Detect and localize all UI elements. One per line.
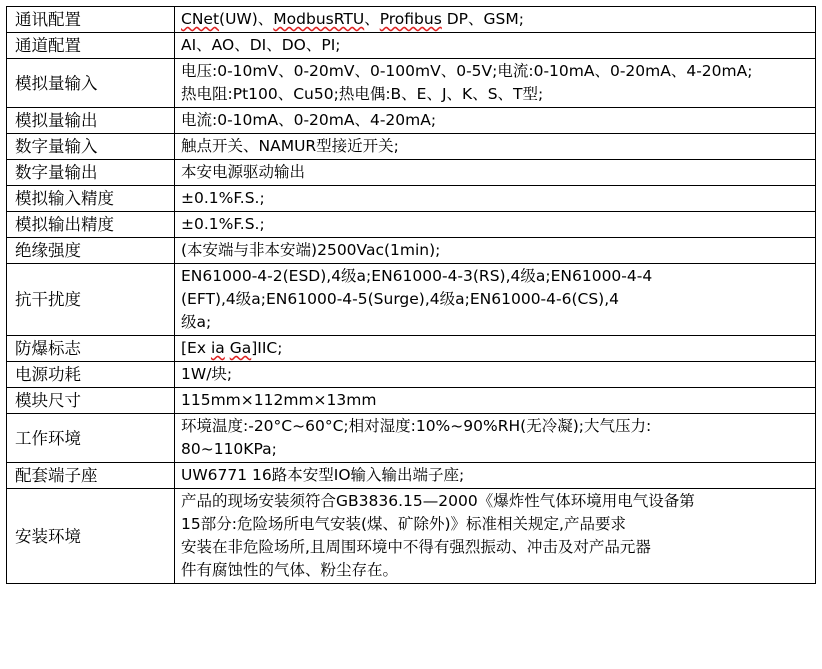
spec-table-body [7, 7, 816, 584]
value-line: (本安端与非本安端)2500Vac(1min); [181, 241, 441, 259]
row-value [175, 134, 816, 160]
row-label: 模拟量输出 [7, 108, 175, 134]
table-row [7, 414, 816, 463]
row-label: 工作环境 [7, 414, 175, 463]
value-line: 件有腐蚀性的气体、粉尘存在。 [181, 561, 399, 579]
table-row [7, 489, 816, 584]
value-line: 安装在非危险场所,且周围环境中不得有强烈振动、冲击及对产品元器 [181, 538, 651, 556]
row-value [175, 33, 816, 59]
table-row [7, 463, 816, 489]
table-row [7, 108, 816, 134]
row-label: 模拟量输入 [7, 59, 175, 108]
table-row [7, 7, 816, 33]
row-label: 模拟输出精度 [7, 212, 175, 238]
row-label: 抗干扰度 [7, 264, 175, 336]
value-line: 电压:0-10mV、0-20mV、0-100mV、0-5V;电流:0-10mA、0-20mA、4-20mA; [181, 62, 753, 80]
value-line: 1W/块; [181, 365, 233, 383]
value-line: AI、AO、DI、DO、PI; [181, 36, 341, 54]
row-label: 电源功耗 [7, 362, 175, 388]
table-row [7, 362, 816, 388]
table-row [7, 212, 816, 238]
row-value [175, 59, 816, 108]
row-value [175, 238, 816, 264]
table-row [7, 336, 816, 362]
row-label: 数字量输出 [7, 160, 175, 186]
value-line: CNet(UW)、ModbusRTU、Profibus DP、GSM; [181, 10, 524, 28]
value-line: UW6771 16路本安型IO输入输出端子座; [181, 466, 465, 484]
row-value [175, 489, 816, 584]
table-row [7, 59, 816, 108]
value-line: ±0.1%F.S.; [181, 215, 265, 233]
value-line: 本安电源驱动输出 [181, 163, 306, 181]
row-label: 数字量输入 [7, 134, 175, 160]
row-label: 通道配置 [7, 33, 175, 59]
row-label: 防爆标志 [7, 336, 175, 362]
value-line: 15部分:危险场所电气安装(煤、矿除外)》标准相关规定,产品要求 [181, 515, 626, 533]
row-value [175, 264, 816, 336]
value-line: 环境温度:-20°C~60°C;相对湿度:10%~90%RH(无冷凝);大气压力: [181, 417, 652, 435]
row-value [175, 108, 816, 134]
row-value [175, 186, 816, 212]
table-row [7, 238, 816, 264]
table-row [7, 186, 816, 212]
value-line: 级a; [181, 313, 212, 331]
row-value [175, 7, 816, 33]
row-value [175, 362, 816, 388]
table-row [7, 33, 816, 59]
table-row [7, 388, 816, 414]
row-label: 通讯配置 [7, 7, 175, 33]
value-line: 电流:0-10mA、0-20mA、4-20mA; [181, 111, 437, 129]
spec-table [6, 6, 816, 584]
row-label: 绝缘强度 [7, 238, 175, 264]
table-row [7, 264, 816, 336]
row-value [175, 388, 816, 414]
value-line: ±0.1%F.S.; [181, 189, 265, 207]
value-line: 80~110KPa; [181, 440, 277, 458]
row-value [175, 336, 816, 362]
value-line: 触点开关、NAMUR型接近开关; [181, 137, 399, 155]
value-line: 热电阻:Pt100、Cu50;热电偶:B、E、J、K、S、T型; [181, 85, 544, 103]
row-value [175, 160, 816, 186]
row-value [175, 212, 816, 238]
value-line: 产品的现场安装须符合GB3836.15—2000《爆炸性气体环境用电气设备第 [181, 492, 695, 510]
value-line: 115mm×112mm×13mm [181, 391, 377, 409]
row-label: 模拟输入精度 [7, 186, 175, 212]
value-line: (EFT),4级a;EN61000-4-5(Surge),4级a;EN61000-4-6(CS),4 [181, 290, 620, 308]
row-value [175, 463, 816, 489]
row-label: 安装环境 [7, 489, 175, 584]
row-label: 配套端子座 [7, 463, 175, 489]
value-line: EN61000-4-2(ESD),4级a;EN61000-4-3(RS),4级a;EN61000-4-4 [181, 267, 653, 285]
row-value [175, 414, 816, 463]
value-line: [Ex ia Ga]IIC; [181, 339, 283, 357]
table-row [7, 160, 816, 186]
row-label: 模块尺寸 [7, 388, 175, 414]
table-row [7, 134, 816, 160]
